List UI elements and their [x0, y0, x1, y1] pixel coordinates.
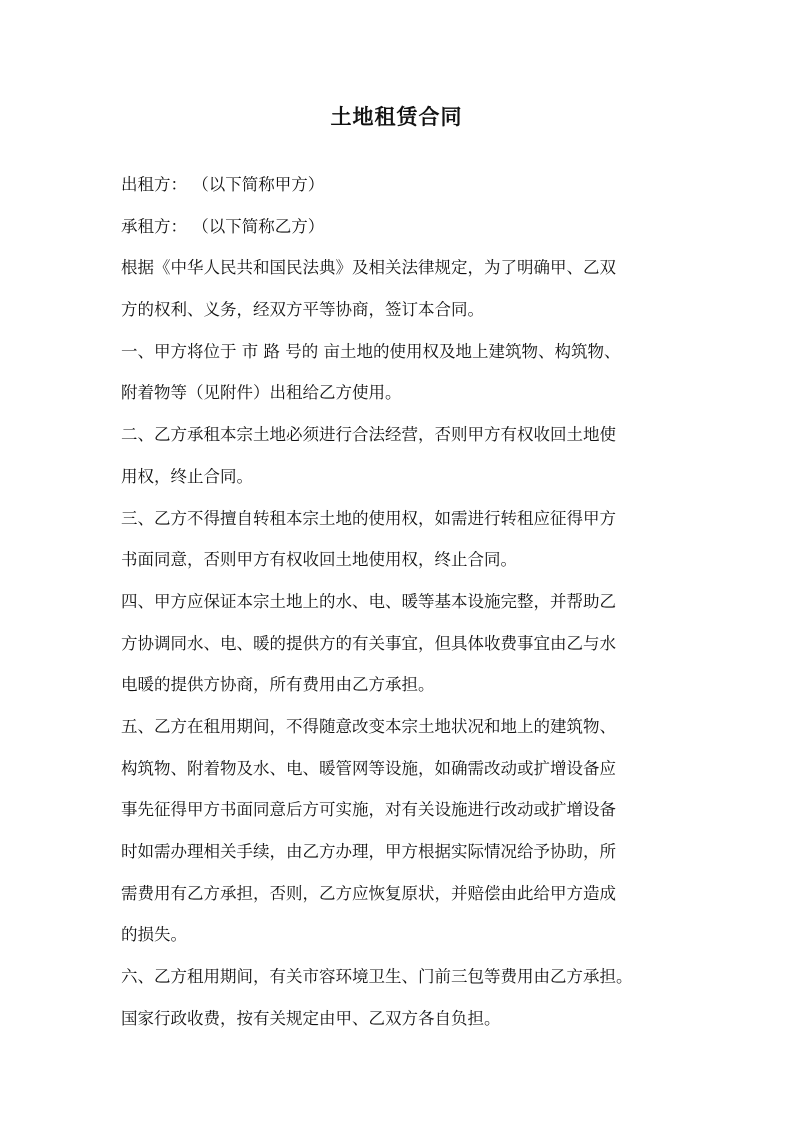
preamble-line: 根据《中华人民共和国民法典》及相关法律规定，为了明确甲、乙双: [121, 258, 616, 278]
clause-5-line: 五、乙方在租用期间，不得随意改变本宗土地状况和地上的建筑物、: [121, 716, 616, 736]
clause-2-line: 二、乙方承租本宗土地必须进行合法经营，否则甲方有权收回土地使: [121, 425, 616, 445]
clause-2-line: 用权，终止合同。: [121, 466, 253, 486]
clause-3-line: 书面同意，否则甲方有权收回土地使用权，终止合同。: [121, 550, 517, 570]
clause-5-line: 构筑物、附着物及水、电、暖管网等设施，如确需改动或扩增设备应: [121, 758, 616, 778]
clause-3-line: 三、乙方不得擅自转租本宗土地的使用权，如需进行转租应征得甲方: [121, 508, 616, 528]
clause-5-line: 事先征得甲方书面同意后方可实施，对有关设施进行改动或扩增设备: [121, 800, 616, 820]
clause-4-line: 方协调同水、电、暖的提供方的有关事宜，但具体收费事宜由乙与水: [121, 633, 616, 653]
clause-5-line: 的损失。: [121, 925, 187, 945]
clause-1-line: 附着物等（见附件）出租给乙方使用。: [121, 383, 402, 403]
document-body: [121, 164, 681, 1039]
clause-4-line: 四、甲方应保证本宗土地上的水、电、暖等基本设施完整，并帮助乙: [121, 591, 616, 611]
page-title: 土地租赁合同: [330, 105, 463, 129]
clause-6-line: 六、乙方租用期间，有关市容环境卫生、门前三包等费用由乙方承担。: [121, 967, 633, 987]
preamble-line: 方的权利、义务，经双方平等协商，签订本合同。: [121, 300, 484, 320]
clause-5-line: 需费用有乙方承担，否则，乙方应恢复原状，并赔偿由此给甲方造成: [121, 883, 616, 903]
clause-4-line: 电暖的提供方协商，所有费用由乙方承担。: [121, 675, 435, 695]
clause-6-line: 国家行政收费，按有关规定由甲、乙双方各自负担。: [121, 1008, 501, 1028]
clause-5-line: 时如需办理相关手续，由乙方办理，甲方根据实际情况给予协助，所: [121, 842, 616, 861]
lessor-line: 出租方： （以下简称甲方）: [121, 175, 325, 194]
lessee-line: 承租方： （以下简称乙方）: [121, 216, 325, 236]
clause-1-line: 一、甲方将位于 市 路 号的 亩土地的使用权及地上建筑物、构筑物、: [121, 341, 621, 361]
